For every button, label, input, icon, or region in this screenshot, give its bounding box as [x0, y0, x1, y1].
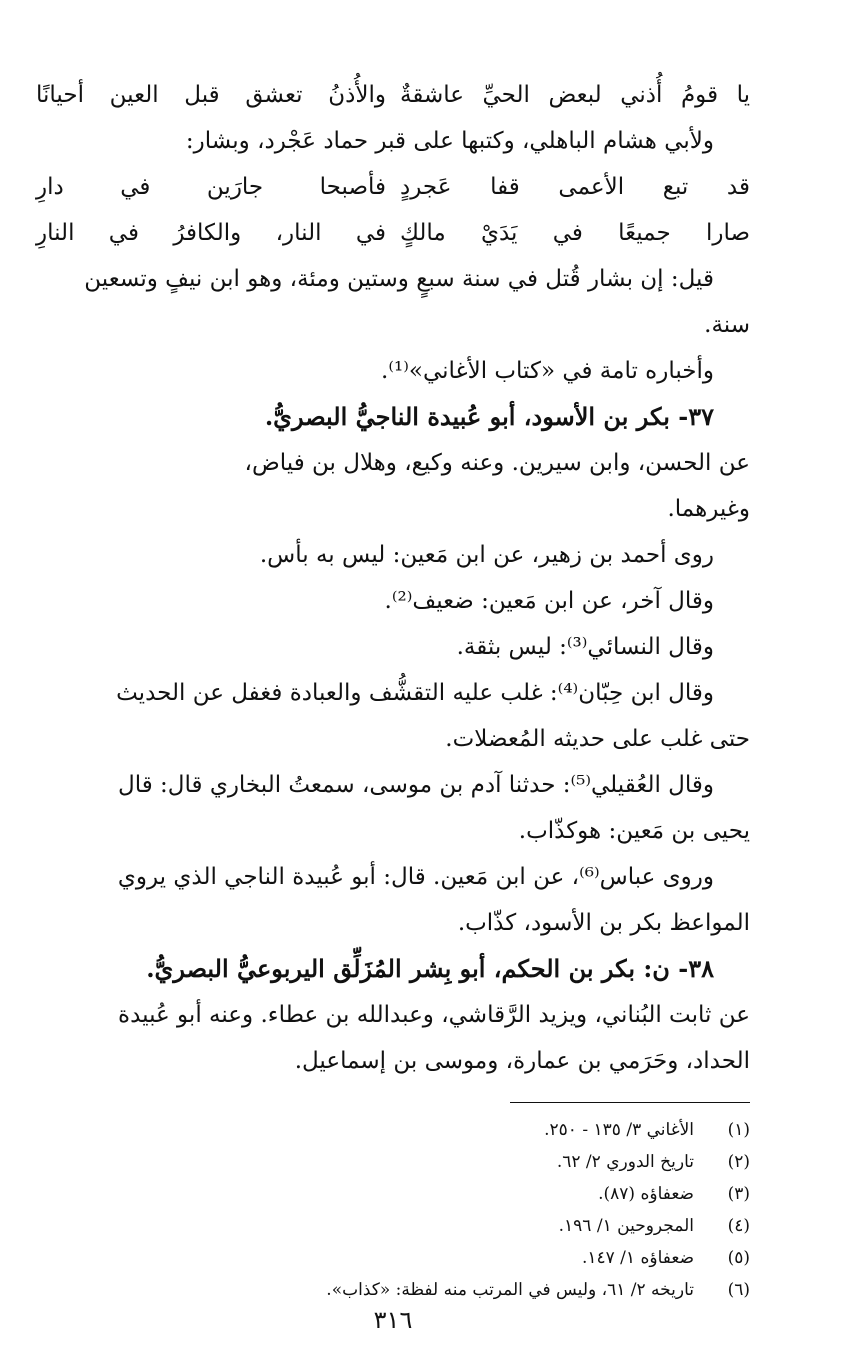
paragraph-line: وروى عباس⁽⁶⁾، عن ابن مَعين. قال: أبو عُبيدة الناجي الذي يروي — [117, 864, 714, 890]
footnote-number: (٣) — [727, 1184, 750, 1204]
poem-verse-1 — [36, 72, 750, 118]
footnote-text: ضعفاؤه ١/ ١٤٧. — [581, 1248, 694, 1268]
footnote-1 — [36, 1114, 750, 1146]
verse-first-hemistich: قد تبع الأعمى قفا عَجردٍ — [400, 174, 750, 200]
footnote-number: (٥) — [727, 1248, 750, 1268]
verse-second-hemistich: فأصبحا جارَين في دارِ — [36, 174, 386, 200]
footnote-separator — [510, 1102, 750, 1103]
footnote-number: (١) — [727, 1120, 750, 1140]
paragraph-line: وقال آخر، عن ابن مَعين: ضعيف⁽²⁾. — [384, 588, 714, 614]
verse-first-hemistich: يا قومُ أُذني لبعض الحيِّ عاشقةٌ — [400, 82, 750, 108]
paragraph-line: عن ثابت البُناني، ويزيد الرَّقاشي، وعبدالله بن عطاء. وعنه أبو عُبيدة — [118, 1002, 750, 1028]
verse-second-hemistich: في النار، والكافرُ في النارِ — [36, 220, 386, 246]
footnote-number: (٤) — [727, 1216, 750, 1236]
footnote-text: ضعفاؤه (٨٧). — [598, 1184, 694, 1204]
paragraph-line: وأخباره تامة في «كتاب الأغاني»⁽¹⁾. — [381, 358, 714, 384]
verse-second-hemistich: والأُذنُ تعشق قبل العين أحيانًا — [36, 82, 386, 108]
book-page — [36, 72, 750, 1362]
footnote-5 — [36, 1242, 750, 1274]
paragraph-line: سنة. — [704, 312, 750, 338]
paragraph-line: عن الحسن، وابن سيرين. وعنه وكيع، وهلال بن فياض، — [244, 450, 750, 476]
paragraph-line: المواعظ بكر بن الأسود، كذّاب. — [457, 910, 750, 936]
poem-verse-2 — [36, 164, 750, 210]
paragraph-line: قيل: إن بشار قُتل في سنة سبعٍ وستين ومئة، وهو ابن نيفٍ وتسعين — [84, 266, 714, 292]
paragraph-line: وقال العُقيلي⁽⁵⁾: حدثنا آدم بن موسى، سمعتُ البخاري قال: قال — [118, 772, 714, 798]
paragraph-line: وغيرهما. — [667, 496, 750, 522]
footnote-4 — [36, 1210, 750, 1242]
poem-intro-line: ولأبي هشام الباهلي، وكتبها على قبر حماد عَجْرد، وبشار: — [185, 128, 714, 154]
entry-heading-38: ٣٨- ن: بكر بن الحكم، أبو بِشر المُزَلِّق اليربوعيُّ البصريُّ. — [146, 954, 714, 983]
footnote-number: (٦) — [727, 1280, 750, 1300]
footnote-text: الأغاني ٣/ ١٣٥ - ٢٥٠. — [544, 1120, 694, 1140]
paragraph-line: يحيى بن مَعين: هوكذّاب. — [518, 818, 750, 844]
footnote-2 — [36, 1146, 750, 1178]
footnote-text: المجروحين ١/ ١٩٦. — [558, 1216, 694, 1236]
footnote-text: تاريخه ٢/ ٦١، وليس في المرتب منه لفظة: «كذاب». — [326, 1280, 694, 1300]
paragraph-line: الحداد، وحَرَمي بن عمارة، وموسى بن إسماعيل. — [294, 1048, 750, 1074]
paragraph-line: روى أحمد بن زهير، عن ابن مَعين: ليس به بأس. — [259, 542, 714, 568]
paragraph-line: وقال ابن حِبّان⁽⁴⁾: غلب عليه التقشُّف والعبادة فغفل عن الحديث — [116, 680, 714, 706]
entry-heading-37: ٣٧- بكر بن الأسود، أبو عُبيدة الناجيُّ البصريُّ. — [264, 402, 714, 431]
verse-first-hemistich: صارا جميعًا في يَدَيْ مالكٍ — [400, 220, 750, 246]
page-number: ٣١٦ — [373, 1306, 413, 1334]
footnote-3 — [36, 1178, 750, 1210]
footnote-number: (٢) — [727, 1152, 750, 1172]
footnote-text: تاريخ الدوري ٢/ ٦٢. — [556, 1152, 694, 1172]
paragraph-line: وقال النسائي⁽³⁾: ليس بثقة. — [456, 634, 714, 660]
paragraph-line: حتى غلب على حديثه المُعضلات. — [445, 726, 750, 752]
poem-verse-3 — [36, 210, 750, 256]
